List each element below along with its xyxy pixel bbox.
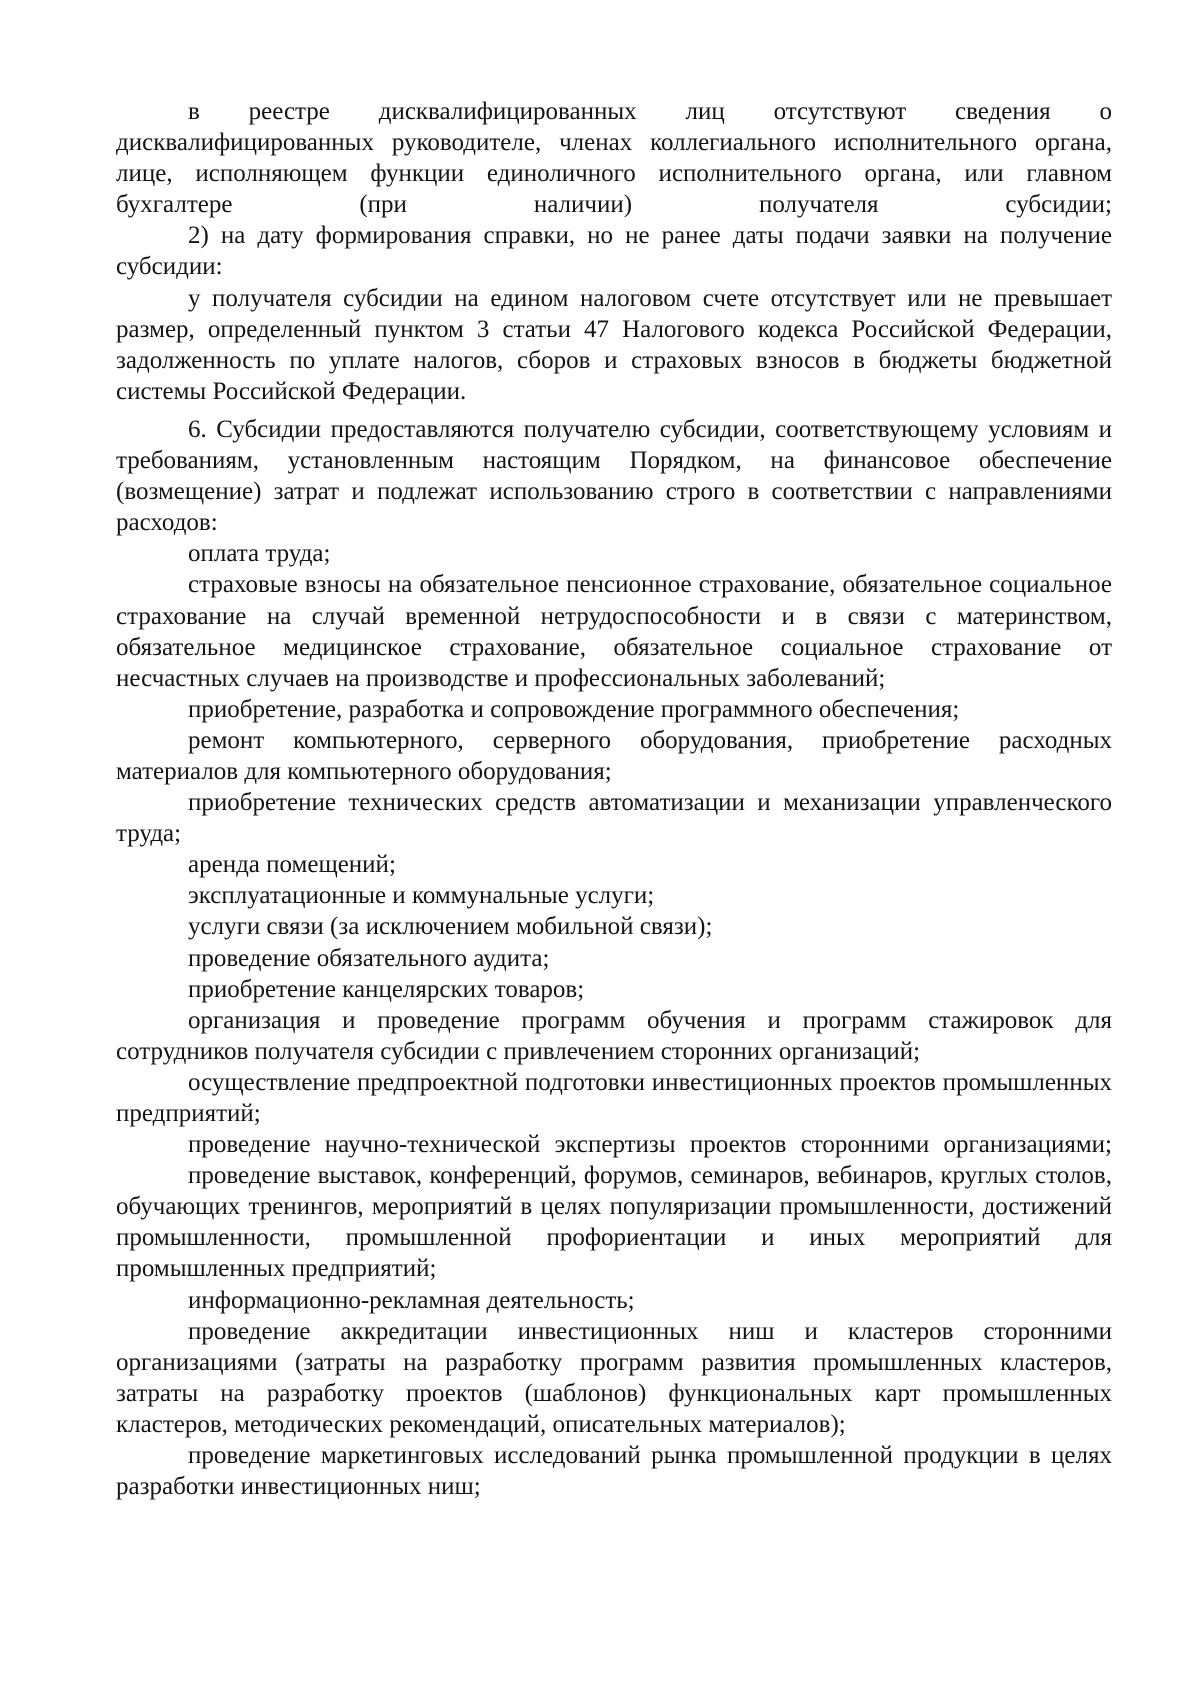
list-item-training: организация и проведение программ обучения и программ стажировок для сотрудников получателя субсидии с привлечением сторонних организаций; — [116, 1006, 1112, 1065]
paragraph-tax-debt: у получателя субсидии на едином налоговом счете отсутствует или не превышает размер, определенный пунктом 3 статьи 47 Налогового кодекса Российской Федерации, задолженность по уплате налогов, сборов и страховых взносов в бюджеты бюджетной системы Российской Федерации. — [116, 284, 1112, 405]
list-item-communication: услуги связи (за исключением мобильной связи); — [188, 913, 713, 941]
document-body — [116, 96, 1112, 1502]
list-item-insurance-contributions: страховые взносы на обязательное пенсионное страхование, обязательное социальное страхование на случай временной нетрудоспособности и в связи с материнством, обязательное медицинское страхование, обязательное социальное страхование от несчастных случаев на производстве и профессиональных заболеваний; — [116, 571, 1112, 692]
list-item-marketing: проведение маркетинговых исследований рынка промышленной продукции в целях разработки инвестиционных ниш; — [116, 1442, 1112, 1501]
list-item-advertising: информационно-рекламная деятельность; — [188, 1286, 635, 1314]
list-item-payroll: оплата труда; — [188, 540, 331, 568]
list-item-audit: проведение обязательного аудита; — [188, 944, 550, 972]
paragraph-item-2-date: 2) на дату формирования справки, но не ранее даты подачи заявки на получение субсидии: — [116, 222, 1112, 281]
paragraph-disqualified-registry: в реестре дисквалифицированных лиц отсутствуют сведения о дисквалифицированных руководителе, членах коллегиального исполнительного органа, лице, исполняющем функции единоличного исполнительного органа, или главном бухгалтере (при наличии) получателя субсидии; — [116, 98, 1112, 219]
list-item-software: приобретение, разработка и сопровождение программного обеспечения; — [188, 695, 960, 723]
list-item-stationery: приобретение канцелярских товаров; — [188, 975, 585, 1003]
paragraph-item-6-subsidies: 6. Субсидии предоставляются получателю субсидии, соответствующему условиям и требованиям, установленным настоящим Порядком, на финансовое обеспечение (возмещение) затрат и подлежат использованию строго в соответствии с направлениями расходов: — [116, 415, 1112, 537]
list-item-accreditation: проведение аккредитации инвестиционных ниш и кластеров сторонними организациями (затраты на разработку программ развития промышленных кластеров, затраты на разработку проектов (шаблонов) функциональных карт промышленных кластеров, методических рекомендаций, описательных материалов); — [116, 1317, 1112, 1438]
list-item-preproject: осуществление предпроектной подготовки инвестиционных проектов промышленных предприятий; — [116, 1068, 1112, 1127]
list-item-utilities: эксплуатационные и коммунальные услуги; — [188, 882, 655, 910]
list-item-expertise: проведение научно-технической экспертизы проектов сторонними организациями; — [188, 1131, 1112, 1159]
list-item-automation: приобретение технических средств автоматизации и механизации управленческого труда; — [116, 789, 1112, 848]
list-item-events: проведение выставок, конференций, форумов, семинаров, вебинаров, круглых столов, обучающих тренингов, мероприятий в целях популяризации промышленности, достижений промышленности, промышленной профориентации и иных мероприятий для промышленных предприятий; — [116, 1162, 1112, 1283]
list-item-rent: аренда помещений; — [188, 851, 396, 879]
list-item-computer-repair: ремонт компьютерного, серверного оборудования, приобретение расходных материалов для компьютерного оборудования; — [116, 726, 1112, 785]
